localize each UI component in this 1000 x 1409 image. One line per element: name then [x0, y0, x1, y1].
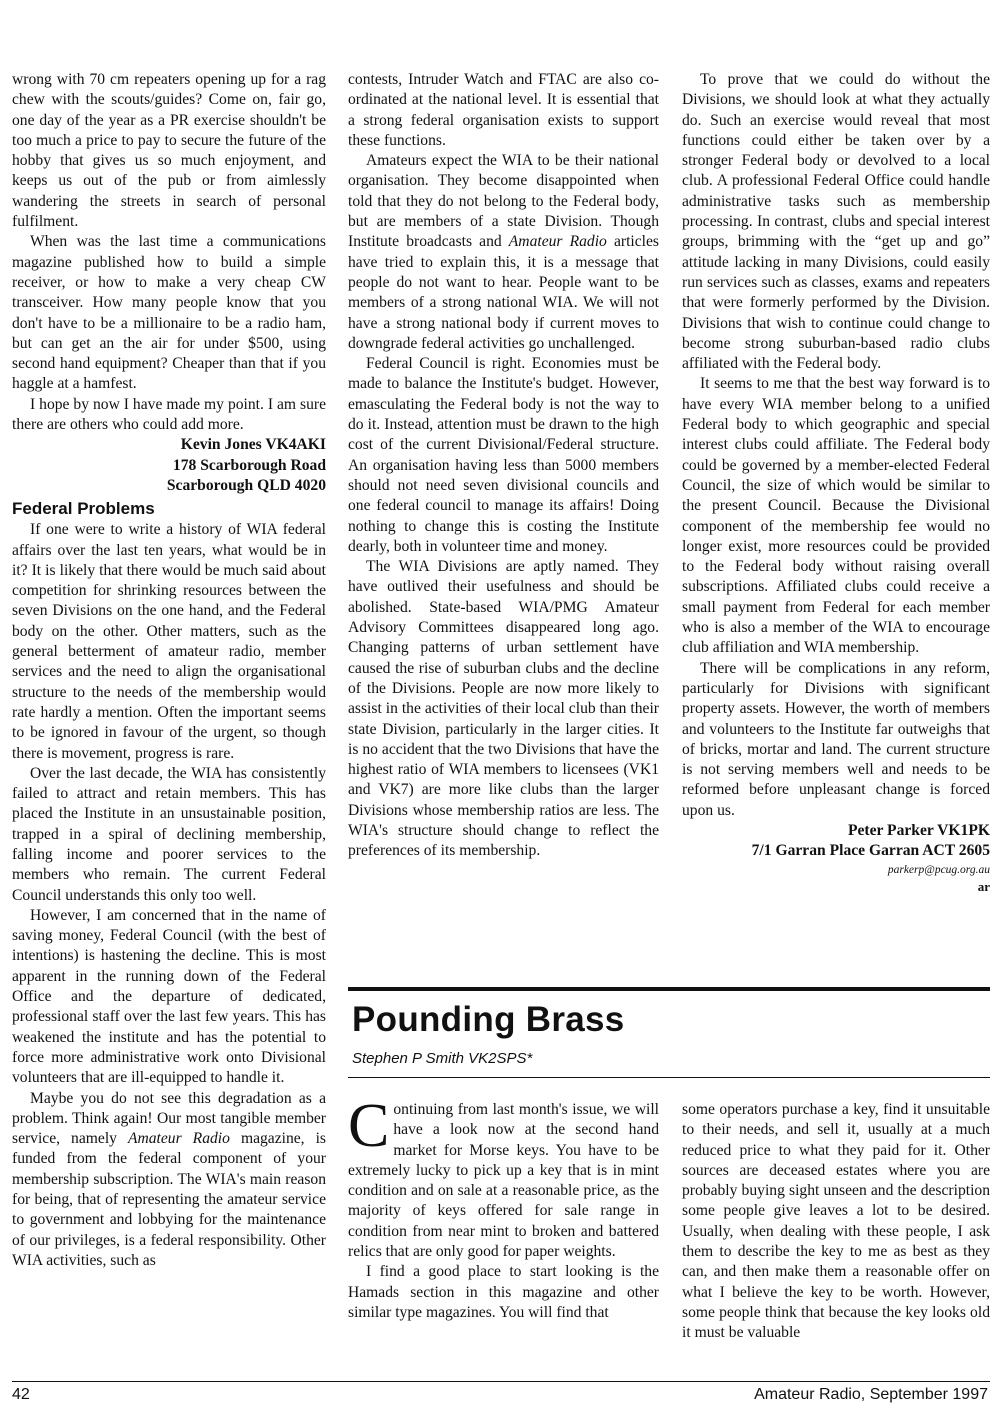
article-column-2	[682, 1100, 990, 1344]
signature-name: Peter Parker VK1PK	[847, 821, 990, 839]
article-column-1	[348, 1092, 659, 1323]
column-2	[348, 70, 659, 862]
paragraph: some operators purchase a key, find it unsuitable to their needs, and sell it, usually at a much reduced price to what they paid for it. Other sources are deceased estates where you are probably buying sight unseen and the description some people give leaves a lot to be desired. Usually, when dealing with these people, I ask them to describe the key to me as best as they can, and then make them a reasonable offer on what I believe the key to be worth. However, some people think that because the key looks old it must be valuable	[682, 1101, 990, 1342]
article-title: Pounding Brass	[352, 1000, 625, 1039]
paragraph: contests, Intruder Watch and FTAC are also co-ordinated at the national level. It is essential that a strong federal organisation exists to support these functions.	[348, 71, 659, 149]
signature-name: Kevin Jones VK4AKI	[180, 436, 326, 454]
paragraph	[12, 1089, 326, 1272]
paragraph	[348, 151, 659, 354]
paragraph: I hope by now I have made my point. I am sure there are others who could add more.	[12, 395, 326, 434]
text-run: magazine, is funded from the federal component of your membership subscription. The WIA's main reason for being, that of representing the amateur service to government and lobbying for the maintenance of our privileges, is a federal responsibility. Other WIA activities, such as	[12, 1130, 326, 1269]
paragraph: It seems to me that the best way forward is to have every WIA member belong to a unified Federal body to which geographic and special interest clubs could affiliate. The Federal body could be governed by a member-elected Federal Council, the size of which would be similar to the present Council. Because the Divisional component of the membership fee would no longer exist, more resources could be provided to the Federal body without raising overall subscriptions. Affiliated clubs could receive a small payment from Federal for each member who is also a member of the WIA to encourage club affiliation and WIA membership.	[682, 375, 990, 657]
drop-cap: C	[348, 1092, 390, 1160]
paragraph: If one were to write a history of WIA federal affairs over the last ten years, what would be in it? It is likely that there would be much said about competition for shrinking resources between the seven Divisions on the one hand, and the Federal body on the other. Other matters, such as the general betterment of amateur radio, member services and the need to align the organisational structure to the needs of the membership would rate hardly a mention. Often the important seems to be ignored in favour of the urgent, so though there is movement, progress is rare.	[12, 521, 326, 762]
text-run: Maybe you do not see this degradation as a problem. Think again! Our most tangible member service, namely	[12, 1089, 326, 1148]
section-heading: Federal Problems	[12, 499, 155, 519]
paragraph	[348, 1092, 659, 1262]
footer-rule	[12, 1381, 990, 1382]
end-mark: ar	[977, 878, 990, 894]
magazine-issue: Amateur Radio, September 1997	[754, 1386, 988, 1403]
signature-city: Scarborough QLD 4020	[166, 476, 326, 494]
paragraph: To prove that we could do without the Divisions, we should look at what they actually do. Such an exercise would reveal that most functions could either be taken over by a stronger Federal body or devolved to a local club. A professional Federal Office could handle administrative tasks such as membership processing. In contrast, clubs and special interest groups, brimming with the “get up and go” attitude lacking in many Divisions, could easily run services such as classes, exams and repeaters that were formerly performed by the Division. Divisions that wish to continue could change to become strong suburban-based radio clubs affiliated with the Federal body.	[682, 71, 990, 373]
magazine-title-italic: Amateur Radio	[508, 233, 607, 251]
paragraph: The WIA Divisions are aptly named. They have outlived their usefulness and should be abolished. State-based WIA/PMG Amateur Advisory Committees disappeared long ago. Changing patterns of urban settlement have caused the rise of suburban clubs and the decline of the Divisions. People are now more likely to assist in the activities of their local club than their state Division, particularly in the larger cities. It is no accident that the two Divisions that have the highest ratio of WIA members to licensees (VK1 and VK7) are more like clubs than the larger Divisions whose membership ratios are less. The WIA's structure should change to reflect the preferences of its membership.	[348, 558, 659, 860]
page-number: 42	[12, 1386, 30, 1403]
paragraph: However, I am concerned that in the name of saving money, Federal Council (with the best of intentions) is hastening the decline. This is most apparent in the running down of the Federal Office and the departure of dedicated, professional staff over the last few years. This has weakened the institute and has the potential to force more administrative work onto Divisional volunteers that are ill-equipped to handle it.	[12, 906, 326, 1087]
text-run: ontinuing from last month's issue, we will have a look now at the second hand market for Morse keys. You have to be extremely lucky to pick up a key that is in mint condition and on sale at a reasonable price, as the majority of keys offered for sale range in condition from near mint to broken and battered relics that are only good for paper weights.	[348, 1101, 659, 1261]
column-3	[682, 70, 990, 896]
signature-email: parkerp@pcug.org.au	[887, 863, 990, 876]
paragraph: wrong with 70 cm repeaters opening up for a rag chew with the scouts/guides? Come on, fair go, one day of the year as a PR exercise shouldn't be too much a price to pay to secure the future of the hobby that gives us so much enjoyment, and keeps us out of the pub or from aimlessly wandering the streets in search of personal fulfilment.	[12, 71, 326, 231]
article-author: Stephen P Smith VK2SPS*	[352, 1050, 533, 1067]
paragraph: I find a good place to start looking is the Hamads section in this magazine and other similar type magazines. You will find that	[348, 1263, 659, 1321]
text-run: articles have tried to explain this, it is a message that people do not want to hear. People want to be members of a strong national WIA. We will not have a strong national body if current moves to downgrade federal activities go unchallenged.	[348, 233, 659, 352]
magazine-title-italic: Amateur Radio	[127, 1130, 230, 1148]
signature-address: 178 Scarborough Road	[172, 456, 326, 474]
article-top-rule	[348, 987, 990, 991]
article-byline-rule	[348, 1077, 990, 1078]
paragraph: Over the last decade, the WIA has consistently failed to attract and retain members. This has placed the Institute in an unsustainable position, trapped in a spiral of declining membership, falling income and poorer services to the members who remain. The current Federal Council understands this only too well.	[12, 764, 326, 904]
paragraph: When was the last time a communications magazine published how to build a simple receiver, or how to make a very cheap CW transceiver. How many people know that you don't have to be a millionaire to be a radio ham, but can get an the air for under $500, using second hand equipment? Cheaper than that if you haggle at a hamfest.	[12, 233, 326, 393]
paragraph: There will be complications in any reform, particularly for Divisions with significant property assets. However, the worth of members and volunteers to the Institute far outweighs that of bricks, mortar and land. The current structure is not serving members well and needs to be reformed before unpleasant change is forced upon us.	[682, 659, 990, 819]
paragraph: Federal Council is right. Economies must be made to balance the Institute's budget. However, emasculating the Federal body is not the way to do it. Instead, attention must be drawn to the high cost of the current Divisional/Federal structure. An organisation having less than 5000 members should not need seven divisional councils and one federal council to manage its affairs! Doing nothing to change this is costing the Institute dearly, both in volunteer time and money.	[348, 355, 659, 555]
signature-address: 7/1 Garran Place Garran ACT 2605	[751, 842, 990, 860]
column-1	[12, 70, 326, 1271]
text-run: Amateurs expect the WIA to be their national organisation. They become disappointed when told that they do not belong to the Federal body, but are members of a state Division. Though Institute broadcasts and	[348, 152, 659, 251]
